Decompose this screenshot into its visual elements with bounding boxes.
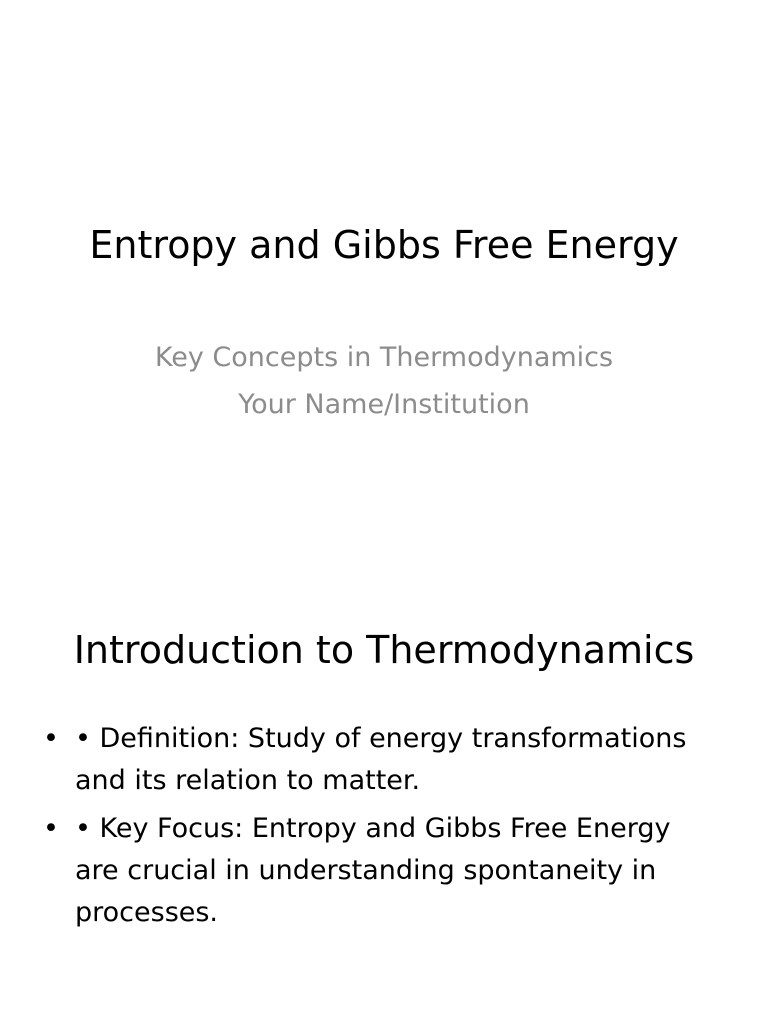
subtitle-line: Key Concepts in Thermodynamics: [154, 342, 614, 373]
content-slide: [0, 576, 768, 1024]
subtitle-line: Your Name/Institution: [238, 389, 530, 420]
bullet-list: [0, 718, 768, 940]
bullet-marker: •: [43, 723, 59, 754]
slide-title: Introduction to Thermodynamics: [73, 628, 695, 672]
bullet-item: [0, 808, 768, 934]
slide-subtitle: [0, 334, 768, 428]
bullet-marker: •: [43, 813, 59, 844]
bullet-text: • Key Focus: Entropy and Gibbs Free Energy are crucial in understanding spontaneity in processes.: [75, 813, 671, 928]
bullet-item: [0, 718, 768, 802]
bullet-text: • Definition: Study of energy transformations and its relation to matter.: [75, 723, 687, 796]
slide-title: Entropy and Gibbs Free Energy: [89, 223, 679, 267]
